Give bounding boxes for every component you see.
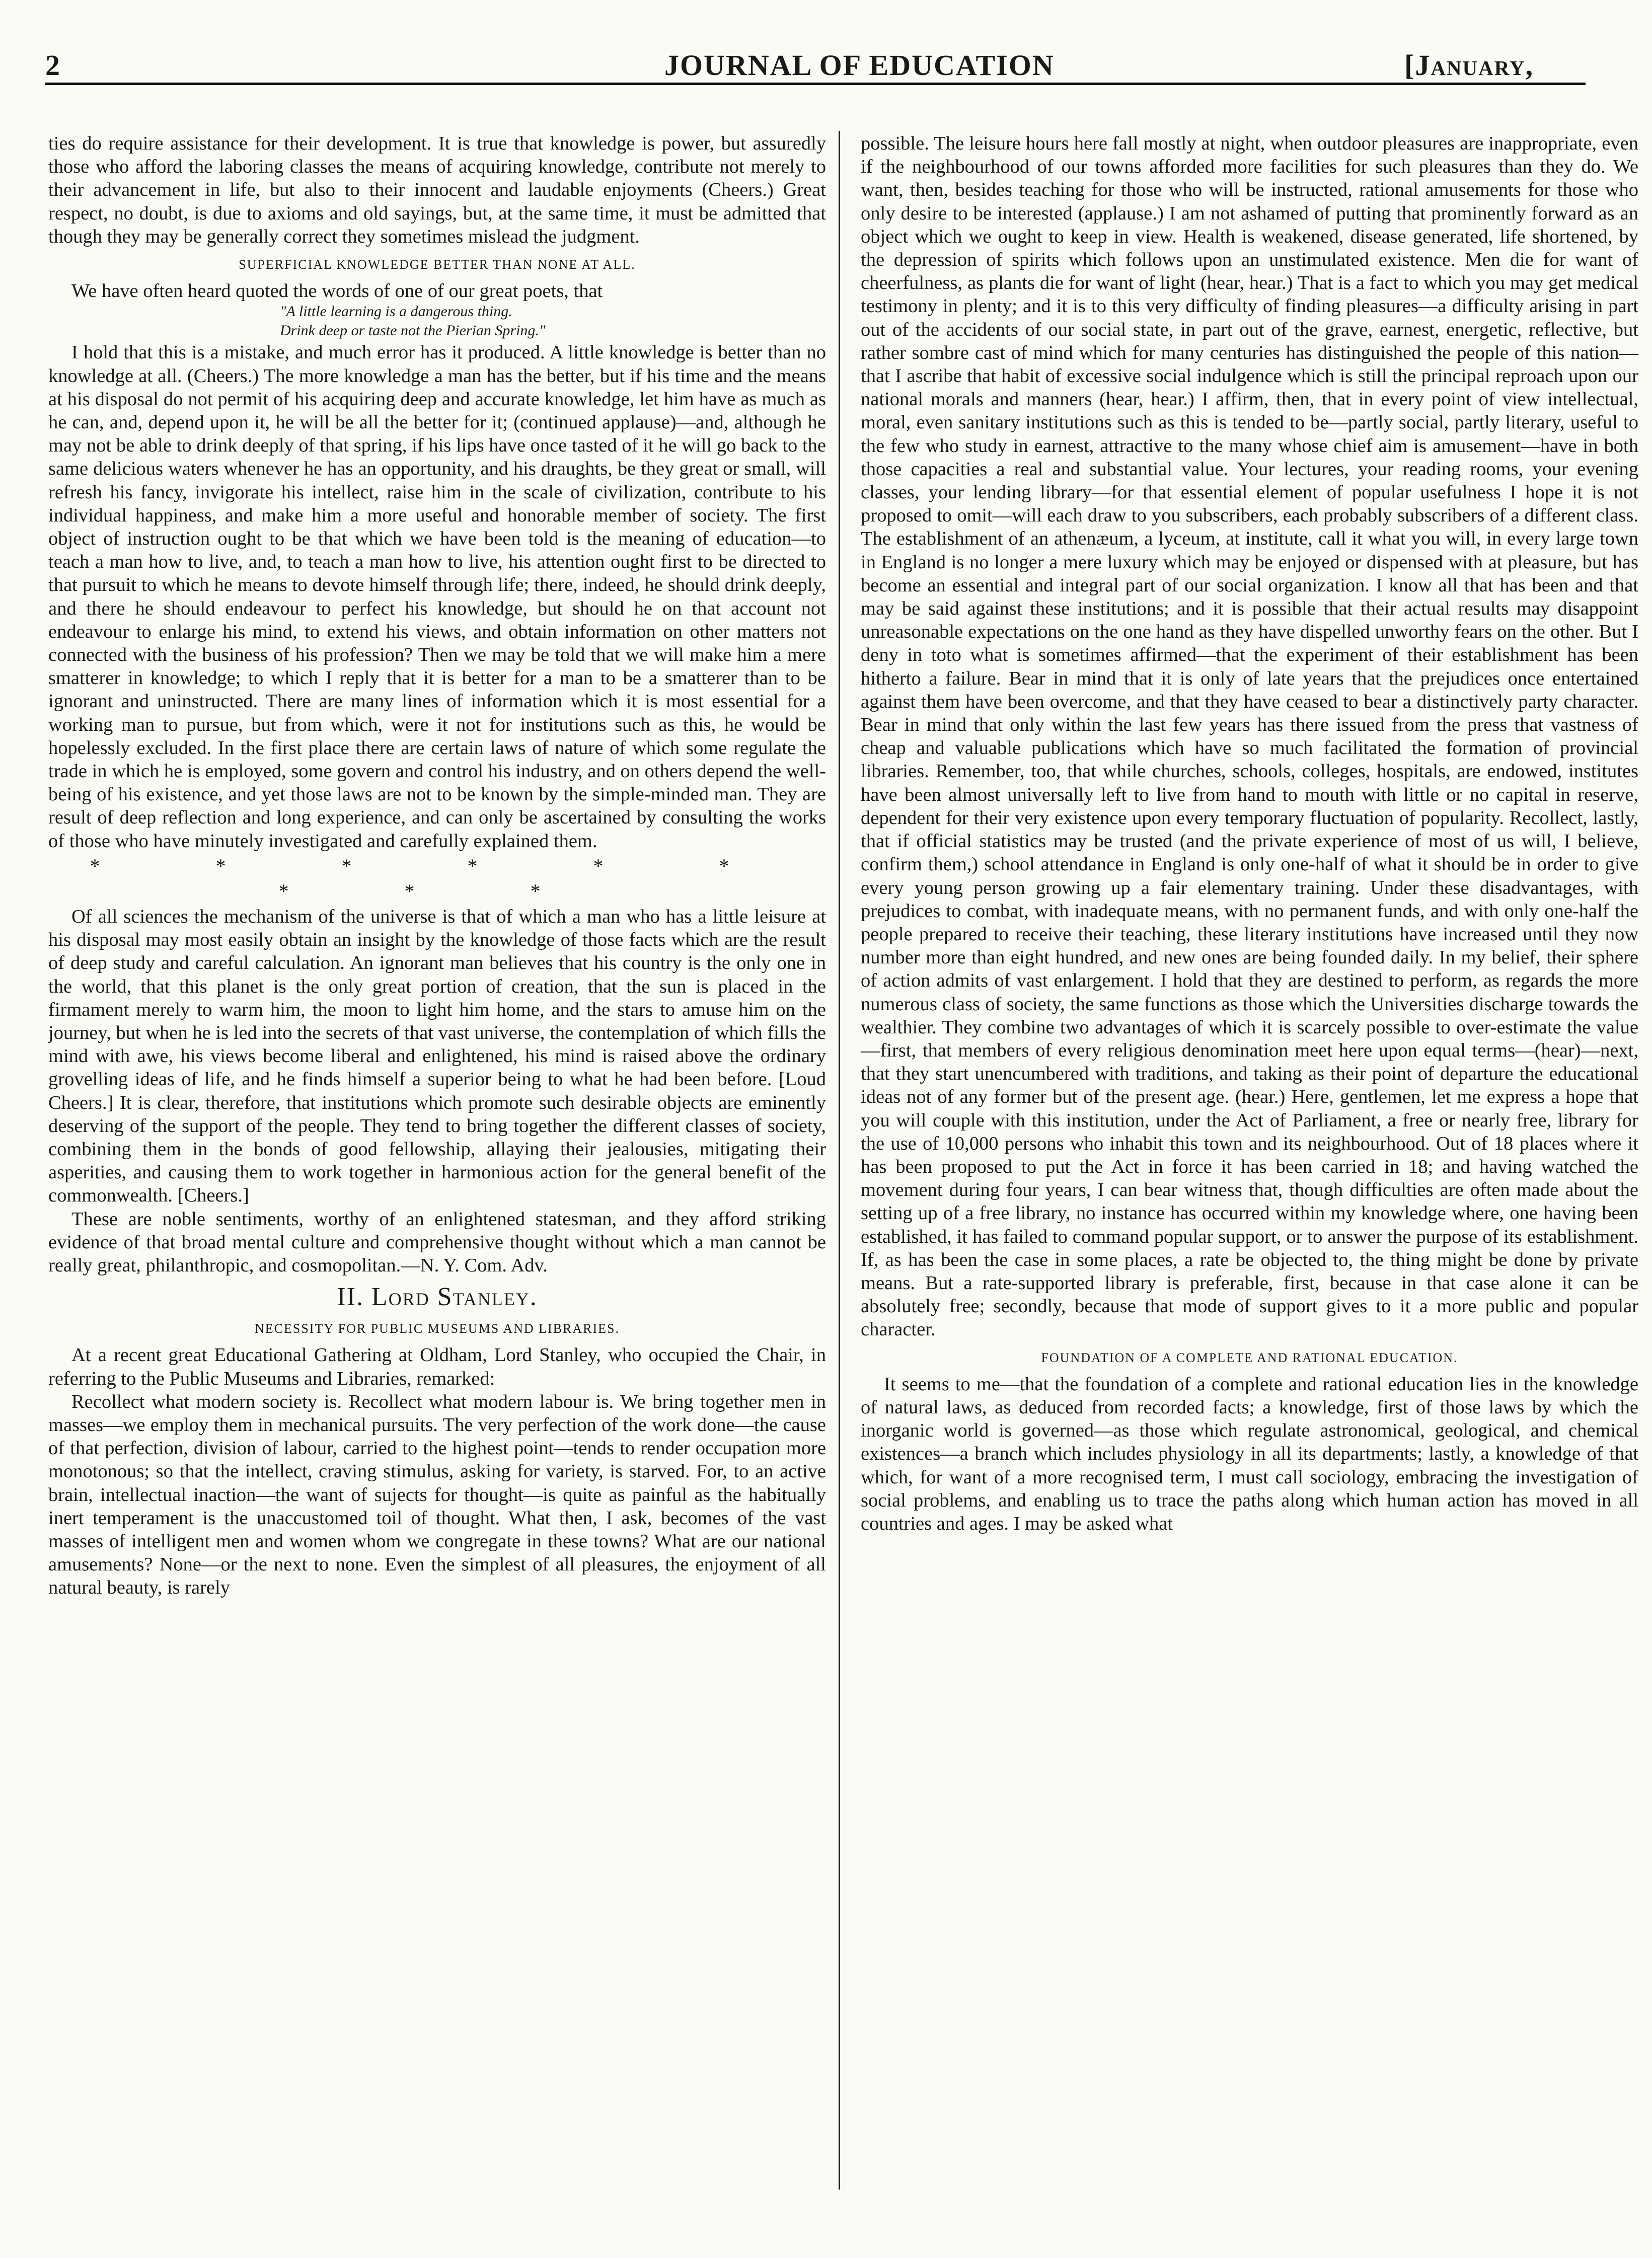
paragraph: I hold that this is a mistake, and much error has it produced. A little knowledge is better than no knowledge at all. (Cheers.) The more knowledge a man has the better, but if his time and the means at his disposal do not permit of his acquiring deep and accurate knowledge, let him have as much as he can, and, depend upon it, he will be all the better for it; (continued applause)—and, although he may not be able to drink deeply of that spring, if his lips have once tasted of it he will go back to the same delicious waters whenever he has an opportunity, and his draughts, be they great or small, will refresh his fancy, invigorate his intellect, raise him in the scale of civilization, contribute to his individual happiness, and make him a more useful and honorable member of society. The first object of instruction ought to be that which we have been told is the meaning of education—to teach a man how to live, and, to teach a man how to live, his attention ought first to be directed to that pursuit to which he means to devote himself through life; there, indeed, he should drink deeply, and there he should endeavour to perfect his knowledge, but should he on that account not endeavour to enlarge his mind, to extend his views, and obtain information on other matters not connected with the business of his profession? Then we may be told that we will make him a mere smatterer in knowledge; to which I reply that it is better for a man to be a smatterer than to be ignorant and uninstructed. There are many lines of information which it is most essential for a working man to pursue, but from which, were it not for institutions such as this, he would be hopelessly excluded. In the first place there are certain laws of nature of which some regulate the trade in which he is employed, some govern and control his industry, and on others depend the well-being of his existence, and yet those laws are not to be known by the simple-minded man. They are result of deep reflection and long experience, and can only be ascertained by consulting the works of those who have minutely investigated and carefully explained them. bbox=[48, 342, 826, 852]
asterism-divider: * * * * * * * * * bbox=[90, 854, 785, 902]
left-column bbox=[48, 132, 826, 1600]
right-column bbox=[861, 132, 1638, 1535]
paragraph: Recollect what modern society is. Recollect what modern labour is. We bring together men in masses—we employ them in mechanical pursuits. The very perfection of the work done—the cause of that perfection, division of labour, carried to the highest point—tends to render occupation more monotonous; so that the intellect, craving stimulus, asking for variety, is starved. For, to an active brain, intellectual inaction—the want of sujects for thought—is quite as painful as the habitually inert temperament is the unaccustomed toil of thought. What then, I ask, becomes of the vast masses of intelligent men and women whom we congregate in these towns? What are our national amusements? None—or the next to none. Even the simplest of all pleasures, the enjoyment of all natural beauty, is rarely bbox=[48, 1391, 826, 1599]
poem-quote-line: "A little learning is a dangerous thing. bbox=[280, 303, 512, 320]
column-divider bbox=[839, 131, 840, 2190]
section-title: II. Lord Stanley. bbox=[337, 1283, 538, 1312]
paragraph: At a recent great Educational Gathering at Oldham, Lord Stanley, who occupied the Chair, in referring to the Public Museums and Libraries, remarked: bbox=[48, 1344, 826, 1389]
paragraph: These are noble sentiments, worthy of an enlightened statesman, and they afford striking evidence of that broad mental culture and comprehensive thought without which a man cannot be really great, philanthropic, and cosmopolitan.—N. Y. Com. Adv. bbox=[48, 1208, 826, 1276]
paragraph: Of all sciences the mechanism of the universe is that of which a man who has a little leisure at his disposal may most easily obtain an insight by the knowledge of those facts which are the result of deep study and careful calculation. An ignorant man believes that his country is the only one in the world, that this planet is the only great portion of creation, that the sun is placed in the firmament merely to warm him, the moon to light him home, and the stars to amuse him on the journey, but when he is led into the secrets of that vast universe, the contemplation of which fills the mind with awe, his views become liberal and enlightened, his mind is raised above the ordinary grovelling ideas of life, and he finds himself a superior being to what he had been before. [Loud Cheers.] It is clear, therefore, that institutions which promote such desirable objects are eminently deserving of the support of the people. They tend to bring together the different classes of society, combining them in the bonds of good fellowship, allaying their jealousies, mitigating their asperities, and causing them to work together in harmonious action for the general benefit of the commonwealth. [Cheers.] bbox=[48, 906, 826, 1207]
page-number: 2 bbox=[45, 49, 61, 82]
paragraph: possible. The leisure hours here fall mostly at night, when outdoor pleasures are inappropriate, even if the neighbourhood of our towns afforded more facilities for such pleasures than they do. We want, then, besides teaching for those who will be instructed, rational amusements for those who only desire to be interested (applause.) I am not ashamed of putting that prominently forward as an object which we ought to keep in view. Health is weakened, disease generated, life shortened, by the depression of spirits which follows upon an unstimulated existence. Men die for want of cheerfulness, as plants die for want of light (hear, hear.) That is a fact to which you may get medical testimony in plenty; and it is to this very difficulty of finding pleasures—a difficulty arising in part out of the accidents of our social state, in part out of the grave, earnest, energetic, reflective, but rather sombre cast of mind which for many centuries has distinguished the people of this nation—that I ascribe that habit of excessive social indulgence which is still the principal reproach upon our national morals and manners (hear, hear.) I affirm, then, that in every point of view intellectual, moral, even sanitary institutions such as this is tended to be—partly social, partly literary, useful to the few who study in earnest, attractive to the many whose chief aim is amusement—have in both those capacities a real and substantial value. Your lectures, your reading rooms, your evening classes, your lending library—for that essential element of popular usefulness I hope it is not proposed to omit—will each draw to you subscribers, each probably subscribers of a different class. The establishment of an athenæum, a lyceum, at institute, call it what you will, in every large town in England is no longer a mere luxury which may be enjoyed or dispensed with at pleasure, but has become an essential and integral part of our social organization. I know all that has been and that may be said against these institutions; and it is possible that their actual results may disappoint unreasonable expectations on the one hand as they have dispelled unworthy fears on the other. But I deny in toto what is sometimes affirmed—that the experiment of their establishment has been hitherto a failure. Bear in mind that it is only of late years that the prejudices once entertained against them have been overcome, and that they have ceased to bear a distinctively party character. Bear in mind that only within the last few years has there issued from the press that vastness of cheap and valuable publications which have so much facilitated the formation of provincial libraries. Remember, too, that while churches, schools, colleges, hospitals, are endowed, institutes have been almost universally left to live from hand to mouth with little or no capital in reserve, dependent for their very existence upon every temporary fluctuation of popularity. Recollect, lastly, that if official statistics may be trusted (and the private experience of most of us will, I believe, confirm them,) school attendance in England is only one-half of what it should be in order to give every young person growing up a fair elementary training. Under these disadvantages, with prejudices to combat, with inadequate means, with no permanent funds, and with only one-half the people prepared to receive their teaching, these literary institutions have increased until they now number more than eight hundred, and new ones are being founded daily. In my belief, their sphere of action admits of vast enlargement. I hold that they are destined to perform, as regards the more numerous class of society, the same functions as those which the Universities discharge towards the wealthier. They combine two advantages of which it is scarcely possible to over-estimate the value—first, that members of every religious denomination meet here upon equal terms—(hear)—next, that they start unencumbered with traditions, and taking as their point of departure the educational ideas not of any former but of the present age. (hear.) Here, gentlemen, let me express a hope that you will couple with this institution, under the Act of Parliament, a free or nearly free, library for the use of 10,000 persons who inhabit this town and its neighbourhood. Out of 18 places where it has been proposed to put the Act in force it has been carried in 18; and having watched the movement during four years, I can bear witness that, though difficulties are often made about the setting up of a free library, no instance has occurred within my knowledge where, one having been established, it has failed to command popular support, or to answer the purpose of its establishment. If, as has been the case in some places, a rate be objected to, the thing might be done by private means. But a rate-supported library is preferable, first, because in that case alone it can be absolutely free; secondly, because that mode of support gives to it a more public and popular character. bbox=[861, 133, 1638, 1340]
section-subheading: FOUNDATION OF A COMPLETE AND RATIONAL EDUCATION. bbox=[1041, 1350, 1458, 1365]
paragraph: We have often heard quoted the words of one of our great poets, that bbox=[71, 280, 603, 302]
section-subheading: SUPERFICIAL KNOWLEDGE BETTER THAN NONE AT ALL. bbox=[239, 257, 636, 272]
running-header bbox=[45, 46, 1586, 85]
paragraph: It seems to me—that the foundation of a complete and rational education lies in the knowledge of natural laws, as deduced from recorded facts; a knowledge, first of those laws by which the inorganic world is governed—as those which regulate astronomical, geological, and chemical existences—a branch which includes physiology in all its departments; lastly, a knowledge of that which, for want of a more recognised term, I must call sociology, embracing the investigation of social problems, and enabling us to trace the paths along which human action has moved in all countries and ages. I may be asked what bbox=[861, 1373, 1638, 1534]
section-subheading: NECESSITY FOR PUBLIC MUSEUMS AND LIBRARIES. bbox=[254, 1321, 620, 1336]
poem-quote-line: Drink deep or taste not the Pierian Spring." bbox=[280, 322, 546, 339]
issue-date: [January, bbox=[1404, 49, 1534, 82]
journal-title: JOURNAL OF EDUCATION bbox=[664, 49, 1055, 82]
paragraph: ties do require assistance for their development. It is true that knowledge is power, but assuredly those who afford the laboring classes the means of acquiring knowledge, contribute not merely to their advancement in life, but also to their innocent and laudable enjoyments (Cheers.) Great respect, no doubt, is due to axioms and old sayings, but, at the same time, it must be admitted that though they may be generally correct they sometimes mislead the judgment. bbox=[48, 133, 826, 247]
